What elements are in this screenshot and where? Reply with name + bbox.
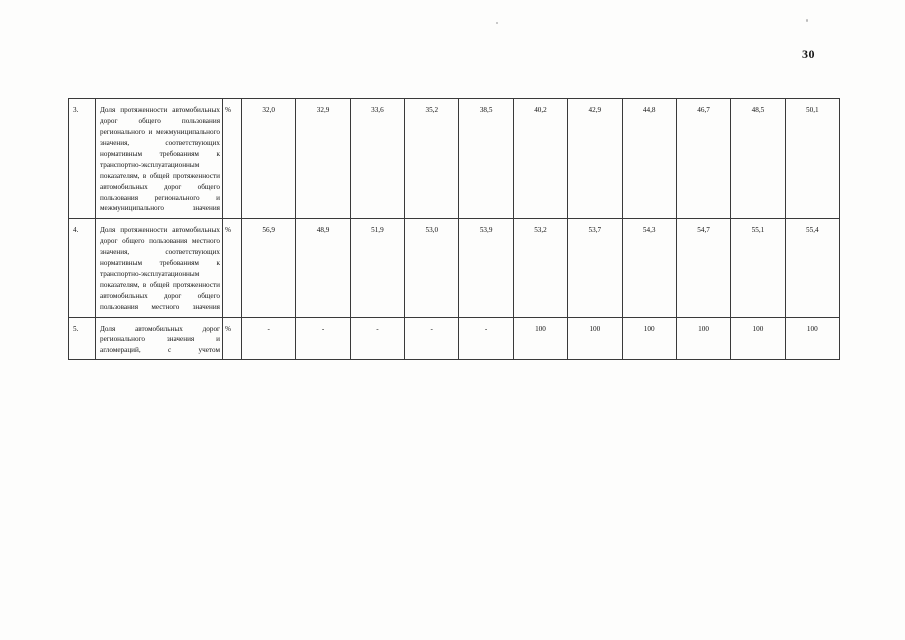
value-cell: 51,9 [350,219,404,318]
value-cell: 50,1 [785,99,839,219]
value-cell: 100 [513,317,567,359]
value-cell: 32,0 [242,99,296,219]
value-cell: 53,9 [459,219,513,318]
value-cell: 53,2 [513,219,567,318]
table-row [69,219,840,318]
indicator-name: Доля автомобильных дорог регионального значения и агломераций, с учетом [96,317,223,359]
value-cell: 33,6 [350,99,404,219]
value-cell: - [459,317,513,359]
scan-speck [806,19,808,22]
value-cell: - [405,317,459,359]
value-cell: 38,5 [459,99,513,219]
value-cell: - [350,317,404,359]
value-cell: 44,8 [622,99,676,219]
value-cell: 100 [785,317,839,359]
value-cell: - [296,317,350,359]
value-cell: - [242,317,296,359]
value-cell: 46,7 [676,99,730,219]
page-number: 30 [802,47,815,61]
value-cell: 100 [676,317,730,359]
indicator-name: Доля протяженности автомобильных дорог общего пользования регионального и межмуниципального значения, соответствующих нормативным требованиям к транспортно-эксплуатационным показателям, в общей протяженности автомобильных дорог общего пользования регионального и межмуниципального значения [96,99,223,219]
value-cell: 100 [622,317,676,359]
row-number: 3. [69,99,96,219]
value-cell: 54,7 [676,219,730,318]
row-number: 5. [69,317,96,359]
value-cell: 55,1 [731,219,785,318]
value-cell: 55,4 [785,219,839,318]
value-cell: 100 [568,317,622,359]
value-cell: 56,9 [242,219,296,318]
table-row [69,99,840,219]
value-cell: 53,0 [405,219,459,318]
value-cell: 100 [731,317,785,359]
indicator-name: Доля протяженности автомобильных дорог общего пользования местного значения, соответствующих нормативным требованиям к транспортно-эксплуатационным показателям, в общей протяженности автомобильных дорог общего пользования местного значения [96,219,223,318]
value-cell: 48,9 [296,219,350,318]
row-number: 4. [69,219,96,318]
unit-cell: % [223,99,242,219]
value-cell: 54,3 [622,219,676,318]
unit-cell: % [223,219,242,318]
value-cell: 40,2 [513,99,567,219]
value-cell: 42,9 [568,99,622,219]
value-cell: 53,7 [568,219,622,318]
data-table [68,98,840,360]
value-cell: 32,9 [296,99,350,219]
unit-cell: % [223,317,242,359]
value-cell: 35,2 [405,99,459,219]
scan-speck [496,22,498,24]
value-cell: 48,5 [731,99,785,219]
table-row [69,317,840,359]
